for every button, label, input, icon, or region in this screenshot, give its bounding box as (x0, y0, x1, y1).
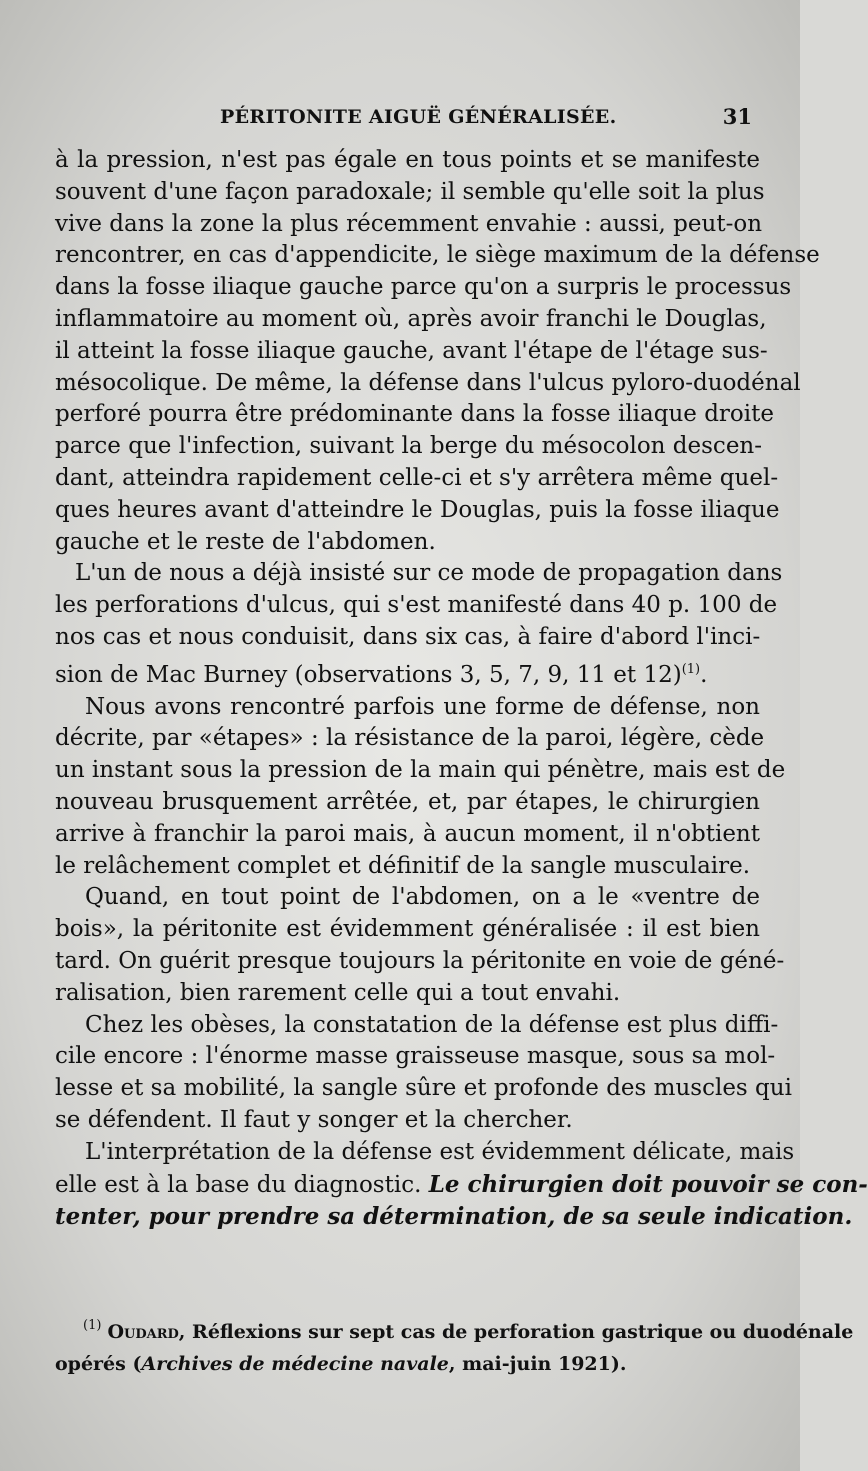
text-line: bois», la péritonite est évidemment généralisée : il est bien (55, 916, 760, 943)
text-line (55, 1169, 868, 1202)
text-line (55, 654, 760, 692)
paragraph-5 (55, 1010, 792, 1137)
text-line: L'un de nous a déjà insisté sur ce mode de propagation dans (75, 560, 783, 587)
text-line: lesse et sa mobilité, la sangle sûre et profonde des muscles qui (55, 1075, 792, 1102)
text-line: souvent d'une façon paradoxale; il semble qu'elle soit la plus (55, 178, 765, 205)
text-line: décrite, par «étapes» : la résistance de la paroi, légère, cède (55, 725, 765, 752)
text-line: ralisation, bien rarement celle qui a tout envahi. (55, 979, 621, 1006)
text-line: arrive à franchir la paroi mais, à aucun moment, il n'obtient (55, 820, 760, 847)
italic-text: tenter, pour prendre sa détermination, de sa seule indication. (55, 1203, 853, 1231)
footnote-text: opérés ( (55, 1353, 142, 1375)
footnote-line (55, 1310, 854, 1348)
footnote-author: Oudard (107, 1321, 179, 1343)
text-line: parce que l'infection, suivant la berge du mésocolon descen- (55, 433, 763, 460)
text-line: le relâchement complet et définitif de la sangle musculaire. (55, 852, 751, 879)
text-line: perforé pourra être prédominante dans la fosse iliaque droite (55, 401, 774, 428)
page-number: 31 (722, 104, 752, 129)
text-segment: elle est à la base du diagnostic. (55, 1171, 429, 1198)
text-line: tard. On guérit presque toujours la péritonite en voie de géné- (55, 947, 785, 974)
text-line: nouveau brusquement arrêtée, et, par étapes, le chirurgien (55, 788, 760, 815)
text-line: dans la fosse iliaque gauche parce qu'on a surpris le processus (55, 274, 792, 301)
italic-text: Le chirurgien doit pouvoir se con- (428, 1170, 868, 1198)
text-line (55, 1201, 853, 1234)
body-text (55, 145, 868, 1234)
text-line: les perforations d'ulcus, qui s'est manifesté dans 40 p. 100 de (55, 592, 778, 619)
text-line: inflammatoire au moment où, après avoir franchi le Douglas, (55, 305, 767, 332)
text-line: mésocolique. De même, la défense dans l'ulcus pyloro-duodénal (55, 369, 801, 396)
text-line: se défendent. Il faut y songer et la chercher. (55, 1106, 573, 1133)
text-line: gauche et le reste de l'abdomen. (55, 528, 436, 555)
footnote-reference: (1) (681, 661, 701, 677)
paragraph-1 (55, 145, 820, 558)
text-line: ques heures avant d'atteindre le Douglas, puis la fosse iliaque (55, 496, 780, 523)
text-line: Nous avons rencontré parfois une forme de défense, non (85, 693, 760, 720)
text-line: Chez les obèses, la constatation de la défense est plus diffi- (85, 1011, 779, 1038)
paragraph-4 (55, 882, 785, 1009)
text-line: dant, atteindra rapidement celle-ci et s'y arrêtera même quel- (55, 464, 779, 491)
footnote-date: , mai-juin 1921). (448, 1353, 627, 1375)
text-line: nos cas et nous conduisit, dans six cas, à faire d'abord l'inci- (55, 623, 761, 650)
text-line: cile encore : l'énorme masse graisseuse masque, sous sa mol- (55, 1043, 776, 1070)
paragraph-6 (55, 1137, 868, 1234)
paragraph-2 (55, 558, 783, 691)
text-line: rencontrer, en cas d'appendicite, le siège maximum de la défense (55, 242, 820, 269)
footnote (55, 1310, 854, 1380)
paragraph-3 (55, 692, 786, 883)
text-line: à la pression, n'est pas égale en tous points et se manifeste (55, 147, 760, 173)
text-line: Quand, en tout point de l'abdomen, on a le «ventre de (85, 884, 760, 911)
footnote-journal: Archives de médecine navale (141, 1353, 449, 1375)
text-line: L'interprétation de la défense est évidemment délicate, mais (85, 1138, 795, 1165)
page-header (0, 102, 800, 134)
footnote-line (55, 1348, 765, 1380)
text-line: vive dans la zone la plus récemment envahie : aussi, peut-on (55, 210, 763, 237)
footnote-title: , Réflexions sur sept cas de perforation gastrique ou duodénale (178, 1321, 854, 1343)
text-line: il atteint la fosse iliaque gauche, avant l'étape de l'étage sus- (55, 337, 768, 364)
text-segment: sion de Mac Burney (observations 3, 5, 7, 9, 11 et 12) (55, 661, 682, 688)
running-title: PÉRITONITE AIGUË GÉNÉRALISÉE. (220, 106, 617, 128)
text-segment: . (700, 661, 708, 688)
text-line: un instant sous la pression de la main qui pénètre, mais est de (55, 757, 786, 784)
footnote-marker: (1) (83, 1318, 102, 1333)
